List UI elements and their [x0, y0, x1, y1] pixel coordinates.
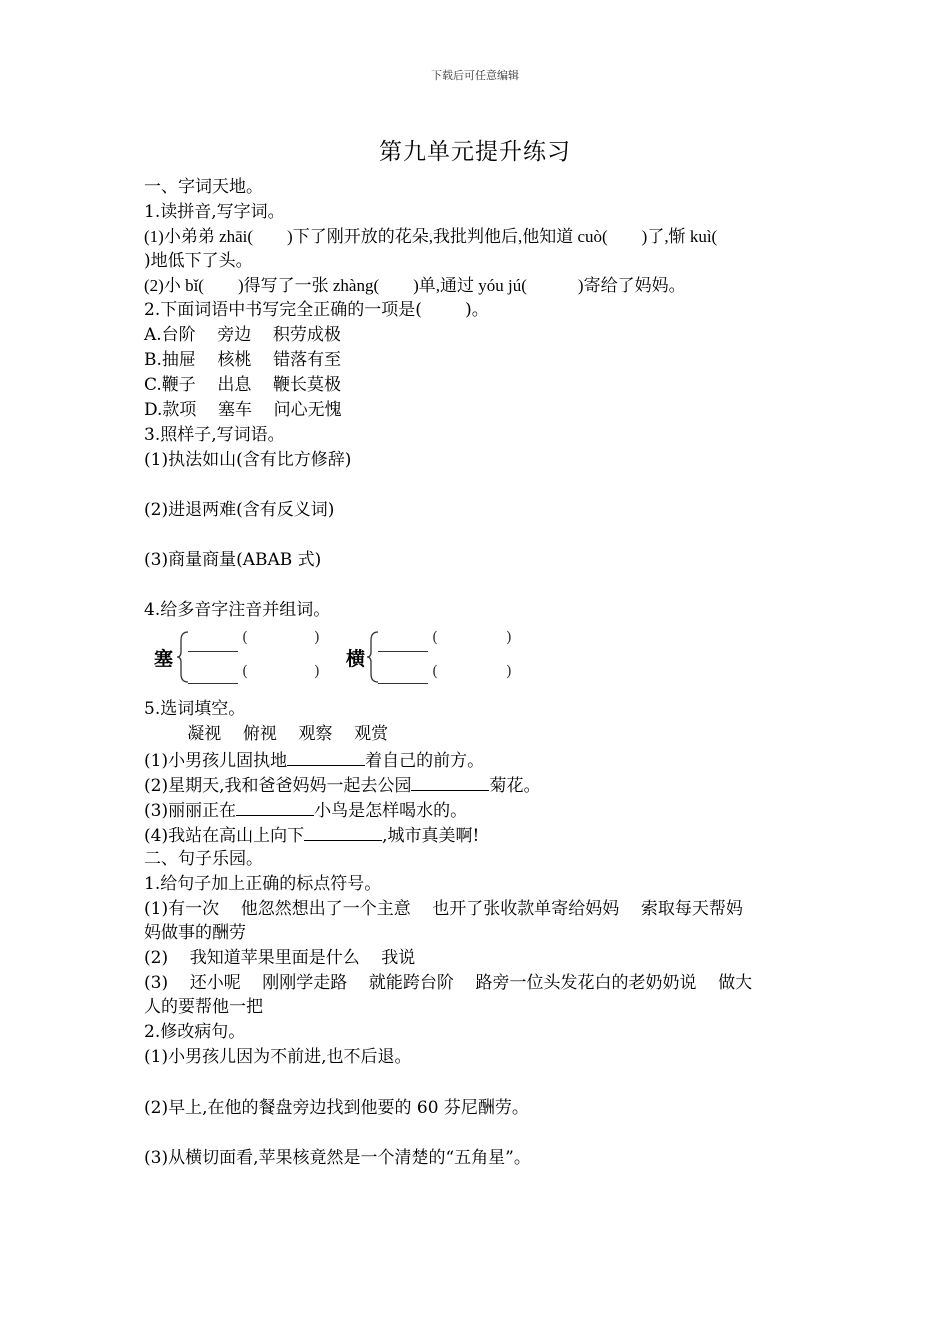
question-1-item-1: (1)小弟弟 zhāi( )下了刚开放的花朵,我批判他后,他知道 cuò( )了,惭 kuì(: [144, 227, 718, 246]
polyphone-char-2: 横: [346, 648, 366, 670]
s-question-1-item-2: (2) 我知道苹果里面是什么 我说: [144, 948, 416, 968]
s-question-1-item-3: (3) 还小呢 刚刚学走路 就能跨台阶 路旁一位头发花白的老奶奶说 做大: [144, 973, 753, 993]
fill-item-1: (1)小男孩儿固执地 着自己的前方。: [144, 747, 484, 773]
section-heading-sentences: 二、句子乐园。: [144, 849, 263, 869]
question-3-item-1: (1)执法如山(含有比方修辞): [144, 450, 352, 470]
option-d: D.款项 塞车 问心无愧: [144, 400, 342, 420]
brace-icon: [176, 630, 190, 684]
paren-close: ): [314, 628, 320, 646]
s-question-2-heading: 2.修改病句。: [144, 1022, 246, 1042]
question-3-item-2: (2)进退两难(含有反义词): [144, 500, 335, 520]
section-heading-words: 一、字词天地。: [144, 177, 263, 197]
paren-close: ): [506, 662, 512, 680]
answer-line[interactable]: [188, 683, 238, 684]
option-b: B.抽屉 核桃 错落有至: [144, 350, 342, 370]
answer-line[interactable]: [378, 651, 428, 652]
paren-open: (: [242, 628, 248, 646]
answer-line[interactable]: [188, 651, 238, 652]
s-question-1-item-1-cont: 妈做事的酬劳: [144, 923, 246, 943]
fill-item-3: (3)丽丽正在 小鸟是怎样喝水的。: [144, 797, 467, 823]
brace-icon: [366, 630, 380, 684]
question-2-heading: 2.下面词语中书写完全正确的一项是( )。: [144, 300, 489, 320]
question-3-heading: 3.照样子,写词语。: [144, 425, 285, 445]
polyphone-char-1: 塞: [154, 648, 174, 670]
s-question-2-item-1: (1)小男孩儿因为不前进,也不后退。: [144, 1047, 412, 1067]
word-bank: 凝视 俯视 观察 观赏: [144, 724, 389, 744]
fill-item-2: (2)星期天,我和爸爸妈妈一起去公园 菊花。: [144, 772, 540, 798]
question-5-heading: 5.选词填空。: [144, 699, 246, 719]
page-title: 第九单元提升练习: [379, 139, 571, 165]
question-3-item-3: (3)商量商量(ABAB 式): [144, 550, 322, 570]
question-1-item-2: (2)小 bǐ( )得写了一张 zhàng( )单,通过 yóu jú( )寄给了妈妈。: [144, 276, 686, 295]
paren-close: ): [314, 662, 320, 680]
option-a: A.台阶 旁边 积劳成极: [144, 325, 341, 345]
s-question-1-heading: 1.给句子加上正确的标点符号。: [144, 874, 382, 894]
question-4-heading: 4.给多音字注音并组词。: [144, 600, 331, 620]
answer-blank[interactable]: [287, 747, 365, 766]
question-1-heading: 1.读拼音,写字词。: [144, 202, 285, 222]
paren-open: (: [432, 628, 438, 646]
answer-blank[interactable]: [304, 822, 382, 841]
paren-open: (: [242, 662, 248, 680]
paren-close: ): [506, 628, 512, 646]
paren-open: (: [432, 662, 438, 680]
polyphone-figure: [152, 626, 532, 686]
answer-blank[interactable]: [411, 772, 489, 791]
s-question-1-item-1: (1)有一次 他忽然想出了一个主意 也开了张收款单寄给妈妈 索取每天帮妈: [144, 899, 743, 919]
question-1-item-1-cont: )地低下了头。: [144, 251, 253, 271]
answer-line[interactable]: [378, 683, 428, 684]
header-note: 下载后可任意编辑: [431, 69, 519, 82]
s-question-1-item-3-cont: 人的要帮他一把: [144, 997, 263, 1017]
s-question-2-item-3: (3)从横切面看,苹果核竟然是一个清楚的“五角星”。: [144, 1148, 531, 1168]
option-c: C.鞭子 出息 鞭长莫极: [144, 375, 342, 395]
s-question-2-item-2: (2)早上,在他的餐盘旁边找到他要的 60 芬尼酬劳。: [144, 1098, 529, 1118]
answer-blank[interactable]: [236, 797, 314, 816]
fill-item-4: (4)我站在高山上向下 ,城市真美啊!: [144, 822, 479, 848]
